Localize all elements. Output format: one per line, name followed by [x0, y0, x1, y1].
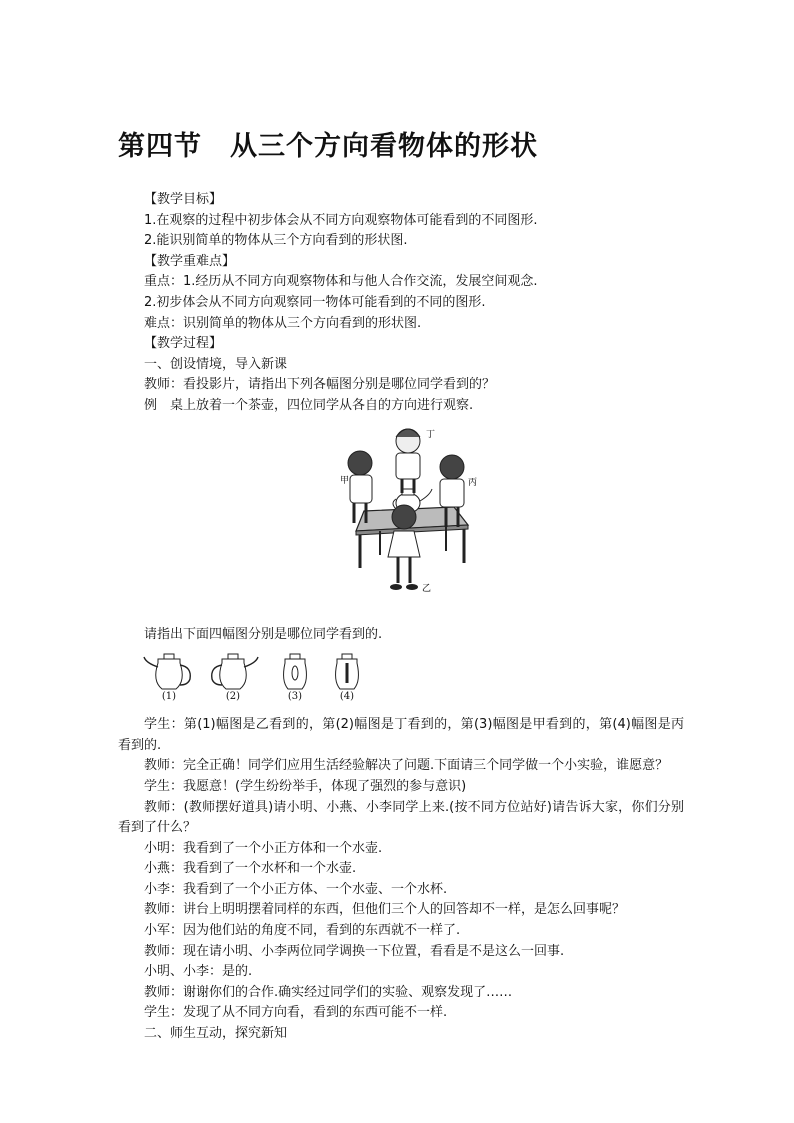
label-jia: 甲	[340, 475, 350, 486]
objective-1: 1.在观察的过程中初步体会从不同方向观察物体可能看到的不同图形.	[144, 212, 538, 228]
teacher-line-4: 教师：讲台上明明摆着同样的东西，但他们三个人的回答却不一样，是怎么回事呢？	[144, 902, 626, 918]
teapot-view-3	[268, 651, 322, 707]
teapot-side-left-icon	[142, 651, 196, 691]
page-title: 第四节 从三个方向看物体的形状	[118, 131, 538, 162]
teapot-views-figure	[118, 651, 684, 711]
heading-key-points: 【教学重难点】	[144, 253, 236, 269]
student-line-2: 学生：发现了从不同方向看，看到的东西可能不一样.	[144, 1005, 448, 1021]
objective-2: 2.能识别简单的物体从三个方向看到的形状图.	[144, 233, 408, 249]
figure2-prompt: 请指出下面四幅图分别是哪位同学看到的.	[144, 626, 383, 642]
label-bing: 丙	[468, 477, 478, 488]
xiaojun-line: 小军：因为他们站的角度不同，看到的东西就不一样了.	[144, 923, 461, 939]
label-ding: 丁	[426, 429, 436, 440]
xiaoming-xiaoli-line: 小明、小李：是的.	[144, 964, 253, 980]
xiaoming-line: 小明：我看到了一个小正方体和一个水壶.	[144, 840, 383, 856]
student-line-1: 学生：我愿意！(学生纷纷举手，体现了强烈的参与意识)	[144, 778, 467, 794]
section-2-heading: 二、师生互动，探究新知	[144, 1026, 288, 1042]
teapot-view-3-label: (3)	[287, 691, 303, 703]
teapot-side-right-icon	[206, 651, 260, 691]
label-yi: 乙	[422, 583, 432, 594]
teapot-view-2	[206, 651, 260, 707]
teacher-line-3: 教师：(教师摆好道具)请小明、小燕、小李同学上来.(按不同方位站好)请告诉大家，你们分别看到了什么？	[118, 799, 684, 836]
difficulty: 难点：识别简单的物体从三个方向看到的形状图.	[144, 315, 422, 331]
teacher-line-2: 教师：完全正确！同学们应用生活经验解决了问题.下面请三个同学做一个小实验，谁愿意？	[144, 758, 669, 774]
xiaoyan-line: 小燕：我看到了一个水杯和一个水壶.	[144, 861, 357, 877]
teapot-front-spout-icon	[268, 651, 322, 691]
teapot-view-1	[142, 651, 196, 707]
heading-process: 【教学过程】	[144, 336, 223, 352]
key-point-2: 2.初步体会从不同方向观察同一物体可能看到的不同的图形.	[144, 294, 486, 310]
key-point-1: 重点：1.经历从不同方向观察物体和与他人合作交流，发展空间观念.	[144, 274, 538, 290]
xiaoli-line: 小李：我看到了一个小正方体、一个水壶、一个水杯.	[144, 881, 448, 897]
teapot-back-handle-icon	[320, 651, 374, 691]
teapot-view-2-label: (2)	[225, 691, 241, 703]
teapot-view-4-label: (4)	[339, 691, 355, 703]
example-line: 例 桌上放着一个茶壶，四位同学从各自的方向进行观察.	[144, 397, 474, 413]
teapot-view-4	[320, 651, 374, 707]
student-answer: 学生：第(1)幅图是乙看到的，第(2)幅图是丁看到的，第(3)幅图是甲看到的，第(4)幅图是丙看到的.	[118, 717, 684, 753]
teacher-line-6: 教师：谢谢你们的合作.确实经过同学们的实验、观察发现了……	[144, 984, 513, 1000]
document-body	[118, 190, 684, 1045]
students-teapot-figure	[118, 423, 684, 623]
teapot-view-1-label: (1)	[161, 691, 177, 703]
teacher-line-5: 教师：现在请小明、小李两位同学调换一下位置，看看是不是这么一回事.	[144, 943, 565, 959]
section-1-heading: 一、创设情境，导入新课	[144, 356, 288, 372]
heading-objectives: 【教学目标】	[144, 192, 223, 207]
students-around-table-illustration	[336, 423, 486, 619]
teacher-line-1: 教师：看投影片，请指出下列各幅图分别是哪位同学看到的？	[144, 377, 496, 393]
